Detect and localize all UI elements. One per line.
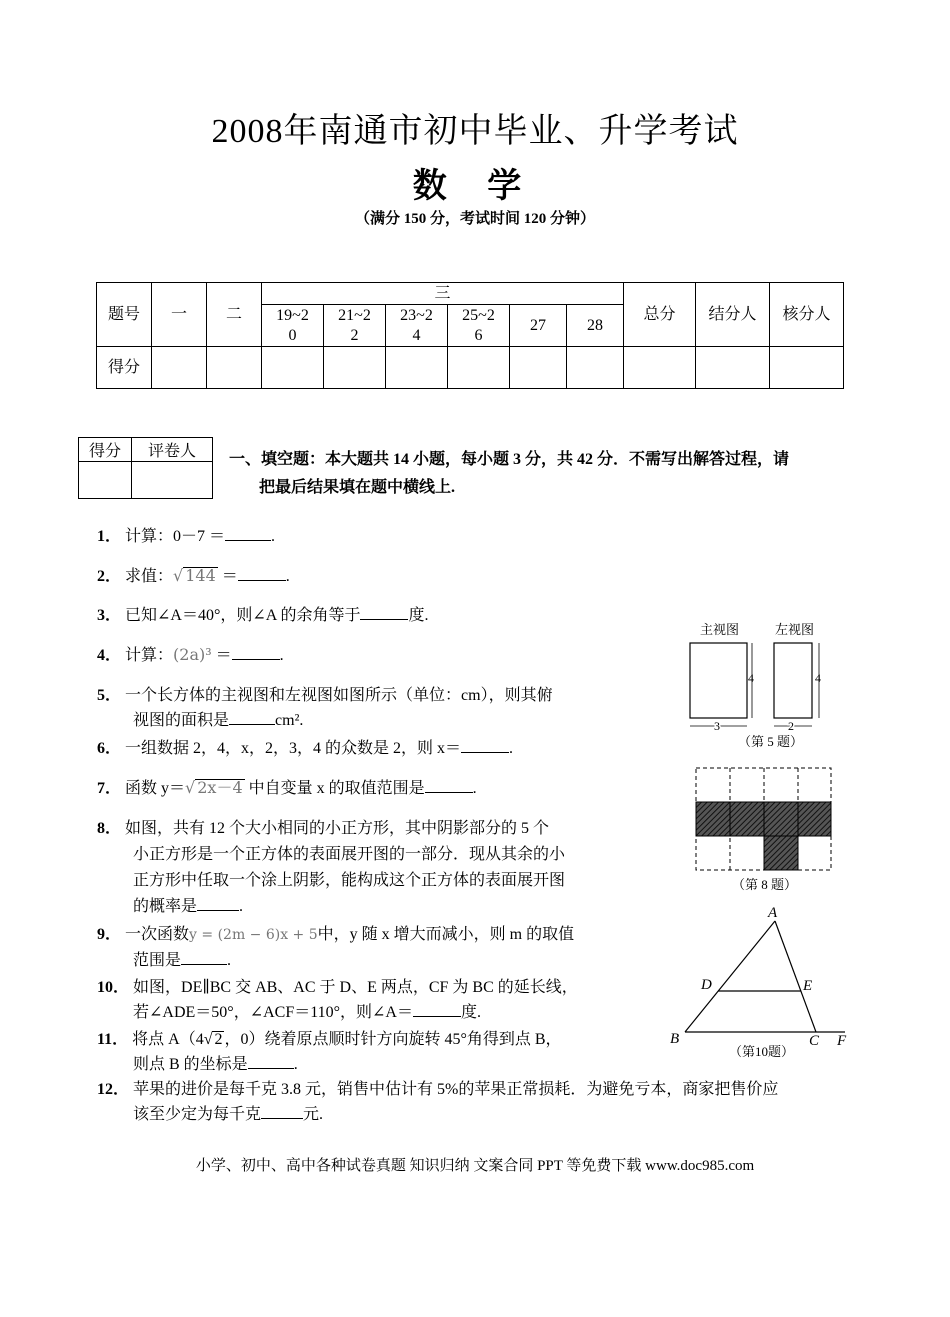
answer-blank[interactable] — [229, 708, 275, 725]
grader-score-label: 得分 — [79, 438, 132, 462]
grader-reviewer-cell — [132, 462, 213, 499]
score-cell — [696, 347, 770, 389]
figure-10-caption: （第10题） — [729, 1044, 795, 1059]
subject-title: 数 学 — [412, 168, 538, 205]
col-sub-28: 28 — [567, 305, 624, 347]
radical-2x-4: 2x－4 — [197, 778, 243, 797]
score-cell — [624, 347, 696, 389]
score-cell — [152, 347, 207, 389]
score-table — [96, 282, 844, 389]
grader-table — [78, 437, 213, 499]
col-section-3: 三 — [262, 283, 624, 305]
col-checker: 核分人 — [770, 283, 844, 347]
footer: 小学、初中、高中各种试卷真题 知识归纳 文案合同 PPT 等免费下载 www.doc985.com — [195, 1158, 755, 1174]
score-cell — [262, 347, 324, 389]
page-title: 2008年南通市初中毕业、升学考试 — [211, 113, 739, 150]
svg-text:3: 3 — [714, 719, 720, 733]
point-F-label: F — [837, 1033, 847, 1049]
col-sub-19-20: 19~20 — [262, 305, 324, 347]
answer-blank[interactable] — [197, 894, 239, 911]
score-cell — [207, 347, 262, 389]
point-E-label: E — [803, 978, 813, 994]
answer-blank[interactable] — [461, 736, 509, 753]
question-8: 8． 如图，共有 12 个大小相同的小正方形，其中阴影部分的 5 个 小正方形是一个正方体的表面展开图的一部分．现从其余的小 正方形中任取一个涂上阴影，能构成这个正方体的表面展开图 的概率是 . — [97, 820, 566, 915]
score-cell — [770, 347, 844, 389]
expression: (2a)³ — [173, 645, 212, 664]
shaded-square — [764, 836, 798, 870]
question-6: 6． 一组数据 2，4，x，2，3，4 的众数是 2，则 x＝ . — [97, 736, 513, 761]
question-4: 4． 计算：(2a)³ ＝ . — [97, 645, 284, 664]
question-10: 10． 如图，DE∥BC 交 AB、AC 于 D、E 两点，CF 为 BC 的延长线， 若∠ADE＝50°，∠ACF＝110°，则∠A＝ 度. — [97, 979, 578, 1021]
point-C-label: C — [809, 1033, 820, 1049]
svg-text:4: 4 — [815, 671, 821, 685]
shaded-square — [696, 802, 730, 836]
answer-blank[interactable] — [425, 776, 473, 793]
col-total: 总分 — [624, 283, 696, 347]
figure-5 — [680, 618, 850, 753]
svg-text:4: 4 — [748, 671, 754, 685]
question-5: 5． 一个长方体的主视图和左视图如图所示（单位：cm），则其俯 视图的面积是 cm². — [97, 687, 553, 729]
answer-blank[interactable] — [181, 948, 227, 965]
shaded-square — [798, 802, 831, 836]
row-label-score: 得分 — [97, 347, 152, 389]
col-sub-25-26: 25~26 — [448, 305, 510, 347]
figure-10 — [665, 900, 855, 1060]
exam-note: （满分 150 分，考试时间 120 分钟） — [354, 211, 595, 227]
grader-reviewer-label: 评卷人 — [132, 438, 213, 462]
col-section-1: 一 — [152, 283, 207, 347]
question-12: 12． 苹果的进价是每千克 3.8 元，销售中估计有 5%的苹果正常损耗．为避免亏本，商家把售价应 该至少定为每千克 元. — [97, 1081, 779, 1123]
answer-blank[interactable] — [232, 643, 280, 660]
figure-8 — [690, 762, 840, 897]
figure-8-caption: （第 8 题） — [732, 877, 798, 892]
radical-2: 2 — [214, 1031, 223, 1048]
expression: y = (2m − 6)x + 5 — [189, 927, 318, 943]
front-view-label: 主视图 — [700, 622, 740, 637]
score-cell — [448, 347, 510, 389]
col-scorer: 结分人 — [696, 283, 770, 347]
answer-blank[interactable] — [360, 603, 408, 620]
question-11: 11． 将点 A（4√ 2 ，0）绕着原点顺时针方向旋转 45°角得到点 B， 则点 B 的坐标是 . — [97, 1031, 562, 1073]
point-A-label: A — [768, 905, 778, 921]
question-3: 3． 已知∠A＝40°，则∠A 的余角等于 度. — [97, 603, 428, 628]
question-1: 1． 计算：0－7 ＝ . — [97, 524, 275, 549]
svg-text:2: 2 — [788, 719, 794, 733]
shaded-square — [764, 802, 798, 836]
left-view-label: 左视图 — [775, 622, 815, 637]
score-cell — [510, 347, 567, 389]
point-B-label: B — [670, 1031, 680, 1047]
question-7: 7． 函数 y＝√ 2x－4 中自变量 x 的取值范围是 . — [97, 778, 477, 797]
col-sub-27: 27 — [510, 305, 567, 347]
figure-5-caption: （第 5 题） — [738, 734, 804, 749]
radical-144: 144 — [185, 566, 216, 585]
front-view-rect — [690, 643, 747, 718]
answer-blank[interactable] — [238, 564, 286, 581]
col-sub-21-22: 21~22 — [324, 305, 386, 347]
section-heading: 一、填空题：本大题共 14 小题，每小题 3 分，共 42 分．不需写出解答过程，请 把最后结果填在题中横线上. — [229, 451, 790, 496]
answer-blank[interactable] — [225, 524, 271, 541]
col-sub-23-24: 23~24 — [386, 305, 448, 347]
shaded-square — [730, 802, 764, 836]
answer-blank[interactable] — [261, 1102, 303, 1119]
answer-blank[interactable] — [413, 1000, 461, 1017]
grader-score-cell — [79, 462, 132, 499]
score-cell — [324, 347, 386, 389]
row-label-number: 题号 — [97, 283, 152, 347]
question-9: 9． 一次函数y = (2m − 6)x + 5中，y 随 x 增大而减小，则 m 的取值 范围是 . — [97, 926, 575, 969]
point-D-label: D — [701, 977, 712, 993]
question-2: 2． 求值：√ 144 ＝ . — [97, 566, 290, 585]
left-view-rect — [774, 643, 812, 718]
score-cell — [386, 347, 448, 389]
score-cell — [567, 347, 624, 389]
answer-blank[interactable] — [248, 1052, 294, 1069]
col-section-2: 二 — [207, 283, 262, 347]
